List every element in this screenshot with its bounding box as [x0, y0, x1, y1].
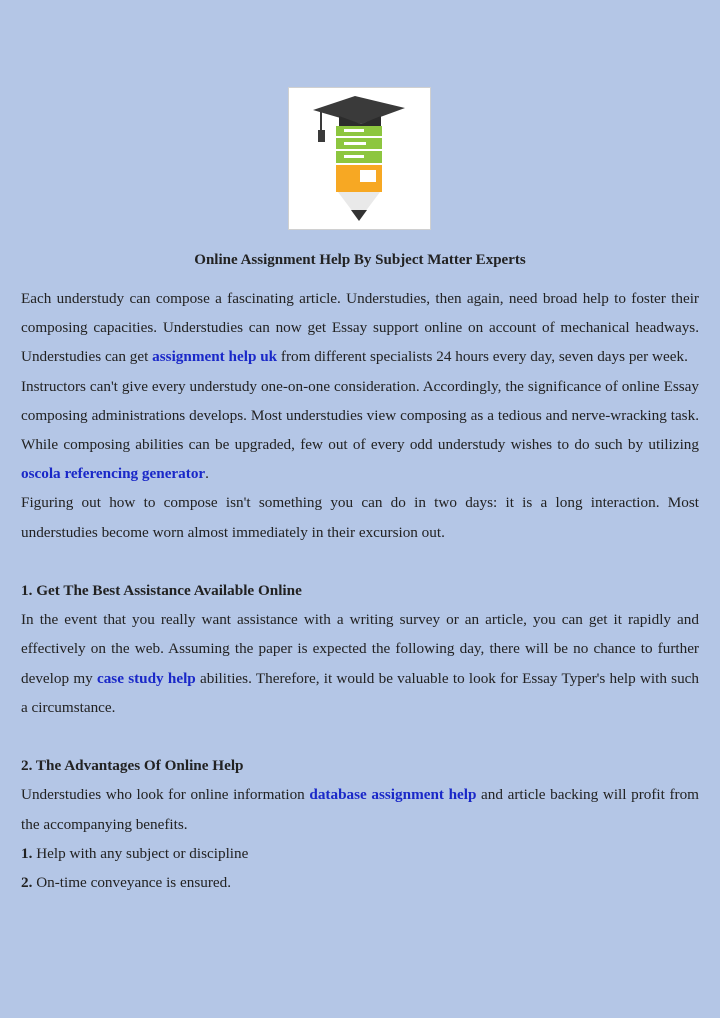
list-item: 2. On-time conveyance is ensured. [21, 874, 232, 892]
case-study-help-link[interactable]: case study help [96, 669, 196, 687]
oscola-referencing-generator-link[interactable]: oscola referencing generator [21, 465, 206, 483]
section-2-heading: 2. The Advantages Of Online Help [21, 757, 244, 775]
assignment-help-uk-link[interactable]: assignment help uk [152, 348, 278, 366]
intro-paragraph-2: Instructors can't give every understudy one-on-one consideration. Accordingly, the significance of online Essay composing administrations develops. Most understudies view composing as a tedious and nerve-wracking task. While composing abilities can be upgraded, few out of every odd understudy wishes to do such by utilizing oscola referencing generator. [21, 377, 699, 483]
page-title: Online Assignment Help By Subject Matter Experts [194, 252, 526, 268]
section-2-paragraph: Understudies who look for online information database assignment help and article backing will profit from the accompanying benefits. [21, 786, 699, 833]
article-body [21, 284, 699, 897]
intro-paragraph-3: Figuring out how to compose isn't something you can do in two days: it is a long interaction. Most understudies become worn almost immediately in their excursion out. [21, 494, 699, 541]
intro-paragraph-1: Each understudy can compose a fascinating article. Understudies, then again, need broad help to foster their composing capacities. Understudies can now get Essay support online on account of mechanical headways. Understudies can get assignment help uk from different specialists 24 hours every day, seven days per week. [21, 290, 699, 366]
section-1-heading: 1. Get The Best Assistance Available Online [21, 582, 302, 600]
logo [288, 87, 431, 230]
list-item: 1. Help with any subject or discipline [21, 844, 249, 862]
section-1-paragraph: In the event that you really want assistance with a writing survey or an article, you can get it rapidly and effectively on the web. Assuming the paper is expected the following day, there will be no chance to further develop my case study help abilities. Therefore, it would be valuable to look for Essay Typer's help with such a circumstance. [21, 611, 700, 716]
database-assignment-help-link[interactable]: database assignment help [309, 786, 477, 804]
graduation-pencil-icon [289, 88, 430, 229]
